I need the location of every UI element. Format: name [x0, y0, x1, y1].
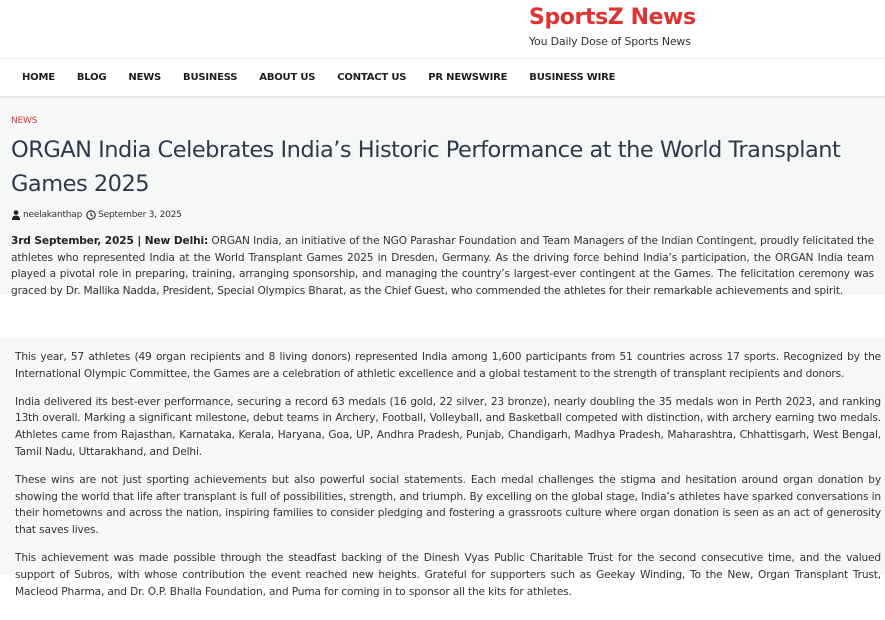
article-paragraph: This year, 57 athletes (49 organ recipients and 8 living donors) represented India among 1,600 participants from 51 countries across 17 sports. Recognized by the International Olympic Committee, the Games are a celebration of athletic excellence and a global testament to the strength of transplant recipients and donors. — [15, 351, 881, 380]
site-tagline: You Daily Dose of Sports News — [529, 35, 691, 48]
nav-item-home[interactable]: HOME — [22, 72, 55, 83]
content-spacer — [0, 295, 885, 338]
site-title-link[interactable]: SportsZ News — [529, 5, 696, 30]
nav-item-news[interactable]: NEWS — [128, 72, 162, 83]
article-paragraph: These wins are not just sporting achievements but also powerful social statements. Each medal challenges the stigma and hesitation around organ donation by showing the world that life after transplant is full of possibilities, strength, and triumph. By excelling on the global stage, India’s athletes have sparked conversations in their hometowns and across the nation, inspiring families to consider pledging and fostering a grassroots culture where organ donation is seen as an act of generosity that saves lives. — [15, 473, 881, 537]
site-branding — [529, 4, 696, 50]
article-dateline: 3rd September, 2025 | New Delhi: — [11, 235, 209, 247]
nav-item-business-wire[interactable]: BUSINESS WIRE — [529, 72, 616, 83]
nav-item-blog[interactable]: BLOG — [76, 72, 107, 83]
article-meta — [11, 210, 874, 220]
article-paragraph: This achievement was made possible through the steadfast backing of the Dinesh Vyas Public Charitable Trust for the second consecutive time, and the valued support of Subros, with whose contribution the event reached new heights. Grateful for supporters such as Geekay Winding, To the New, Organ Transplant Trust, Macleod Pharma, and Dr. O.P. Bhalla Foundation, and Puma for coming in to sponsor all the kits for athletes. — [15, 551, 881, 598]
main-navigation — [0, 58, 885, 98]
nav-item-contact-us[interactable]: CONTACT US — [337, 72, 407, 83]
article-title: ORGAN India Celebrates India’s Historic Performance at the World Transplant Games 2025 — [11, 137, 841, 197]
site-header — [0, 0, 885, 58]
article-lead — [11, 233, 874, 299]
nav-item-business[interactable]: BUSINESS — [183, 72, 238, 83]
article-header — [0, 98, 885, 295]
article-lead-text: ORGAN India, an initiative of the NGO Parashar Foundation and Team Managers of the Indian Contingent, proudly felicitated the athletes who represented India at the World Transplant Games 2025 in Dresden, Germany. As the driving force behind India’s participation, the ORGAN India team played a pivotal role in preparing, training, arranging sponsorship, and managing the country’s largest-ever contingent at the Games. The felicitation ceremony was graced by Dr. Mallika Nadda, President, Special Olympics Bharat, as the Chief Guest, who commended the athletes for their remarkable achievements and spirit. — [11, 235, 874, 297]
publish-date: September 3, 2025 — [98, 210, 182, 220]
article-paragraph: India delivered its best-ever performance, securing a record 63 medals (16 gold, 22 silver, 23 bronze), nearly doubling the 35 medals won in Perth 2023, and ranking 13th overall. Marking a significant milestone, debut teams in Archery, Football, Volleyball, and Basketball competed with distinction, with archery earning two medals. Athletes came from Rajasthan, Karnataka, Kerala, Haryana, Goa, UP, Andhra Pradesh, Punjab, Chandigarh, Madhya Pradesh, Maharashtra, Chhattisgarh, West Bengal, Tamil Nadu, Uttarakhand, and Delhi. — [15, 395, 881, 458]
clock-icon — [86, 210, 96, 220]
user-icon — [11, 210, 21, 220]
article-body — [0, 338, 885, 598]
author-link[interactable]: neelakanthap — [23, 210, 83, 220]
nav-item-pr-newswire[interactable]: PR NEWSWIRE — [428, 72, 508, 83]
category-link[interactable]: NEWS — [11, 116, 38, 126]
nav-item-about-us[interactable]: ABOUT US — [259, 72, 316, 83]
